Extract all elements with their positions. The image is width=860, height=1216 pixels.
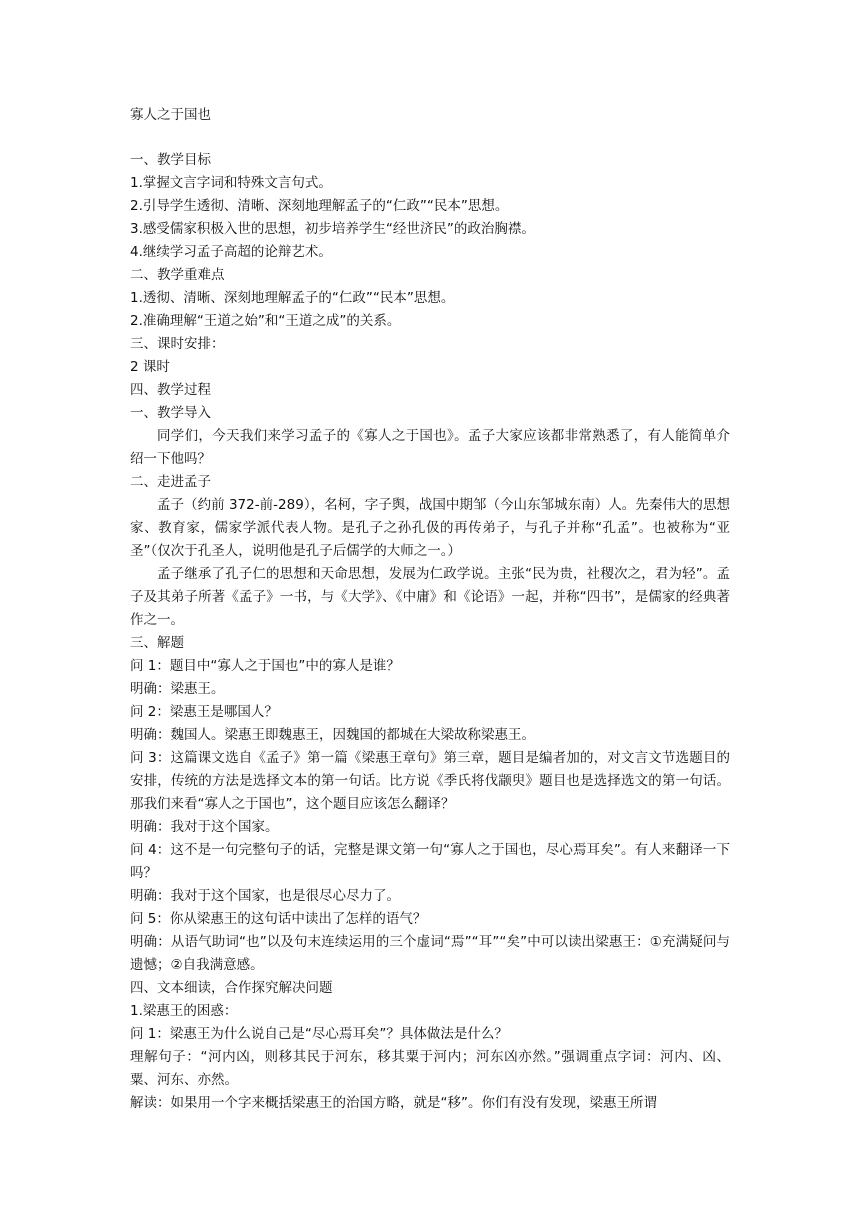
text-line: 二、走进孟子 <box>130 474 211 490</box>
text-line: 问 3：这篇课文选自《孟子》第一篇《梁惠王章句》第三章，题目是编者加的，对文言文节选题目的安排，传统的方法是选择文本的第一句话。比方说《季氏将伐颛臾》题目也是选择选文的第一句话。那我们来看“寡人之于国也”，这个题目应该怎么翻译？ <box>130 750 730 812</box>
text-line: 2.引导学生透彻、清晰、深刻地理解孟子的“仁政”“民本”思想。 <box>130 198 509 214</box>
text-line: 四、教学过程 <box>130 382 211 398</box>
text-line: 明确：魏国人。梁惠王即魏惠王，因魏国的都城在大梁故称梁惠王。 <box>130 727 535 743</box>
text-line: 2 课时 <box>130 359 170 375</box>
body-paragraph: 同学们，今天我们来学习孟子的《寡人之于国也》。孟子大家应该都非常熟悉了，有人能简单介绍一下他吗？ <box>130 428 730 467</box>
text-line: 2.准确理解“王道之始”和“王道之成”的关系。 <box>130 313 401 329</box>
document-title: 寡人之于国也 <box>130 107 211 123</box>
body-paragraph: 孟子继承了孔子仁的思想和天命思想，发展为仁政学说。主张“民为贵，社稷次之，君为轻”。孟子及其弟子所著《孟子》一书，与《大学》、《中庸》和《论语》一起，并称“四书”，是儒家的经典著作之一。 <box>130 566 730 628</box>
text-line: 三、课时安排： <box>130 336 225 352</box>
text-line: 明确：我对于这个国家。 <box>130 819 279 835</box>
text-line: 问 1：题目中“寡人之于国也”中的寡人是谁？ <box>130 658 400 674</box>
text-line: 4.继续学习孟子高超的论辩艺术。 <box>130 244 332 260</box>
document-lines <box>130 149 730 1115</box>
text-line: 二、教学重难点 <box>130 267 225 283</box>
text-line: 1.透彻、清晰、深刻地理解孟子的“仁政”“民本”思想。 <box>130 290 455 306</box>
text-line: 一、教学导入 <box>130 405 211 421</box>
text-line: 问 4：这不是一句完整句子的话，完整是课文第一句“寡人之于国也，尽心焉耳矣”。有人来翻译一下吗？ <box>130 842 730 881</box>
text-line: 一、教学目标 <box>130 152 211 168</box>
text-line: 3.感受儒家积极入世的思想，初步培养学生“经世济民”的政治胸襟。 <box>130 221 535 237</box>
text-line: 明确：梁惠王。 <box>130 681 225 697</box>
body-paragraph: 孟子（约前 372-前-289），名柯，字子舆，战国中期邹（今山东邹城东南）人。先秦伟大的思想家、教育家，儒家学派代表人物。是孔子之孙孔伋的再传弟子，与孔子并称“孔孟”。也被称为“亚圣”（仅次于孔圣人，说明他是孔子后儒学的大师之一。） <box>130 497 730 559</box>
document-body <box>130 104 730 1115</box>
text-line: 理解句子：“河内凶，则移其民于河东，移其粟于河内；河东凶亦然。”强调重点字词：河内、凶、粟、河东、亦然。 <box>130 1049 730 1088</box>
text-line: 1.梁惠王的困惑： <box>130 1003 238 1019</box>
text-line: 1.掌握文言字词和特殊文言句式。 <box>130 175 332 191</box>
text-line: 三、解题 <box>130 635 184 651</box>
text-line: 解读：如果用一个字来概括梁惠王的治国方略，就是“移”。你们有没有发现，梁惠王所谓 <box>130 1095 657 1111</box>
text-line: 问 5：你从梁惠王的这句话中读出了怎样的语气？ <box>130 911 427 927</box>
text-line: 四、文本细读，合作探究解决问题 <box>130 980 333 996</box>
text-line: 明确：我对于这个国家，也是很尽心尽力了。 <box>130 888 400 904</box>
text-line: 问 1：梁惠王为什么说自己是“尽心焉耳矣”？具体做法是什么？ <box>130 1026 508 1042</box>
text-line: 明确：从语气助词“也”以及句末连续运用的三个虚词“焉”“耳”“矣”中可以读出梁惠王：①充满疑问与遗憾；②自我满意感。 <box>130 934 730 973</box>
text-line: 问 2：梁惠王是哪国人？ <box>130 704 278 720</box>
